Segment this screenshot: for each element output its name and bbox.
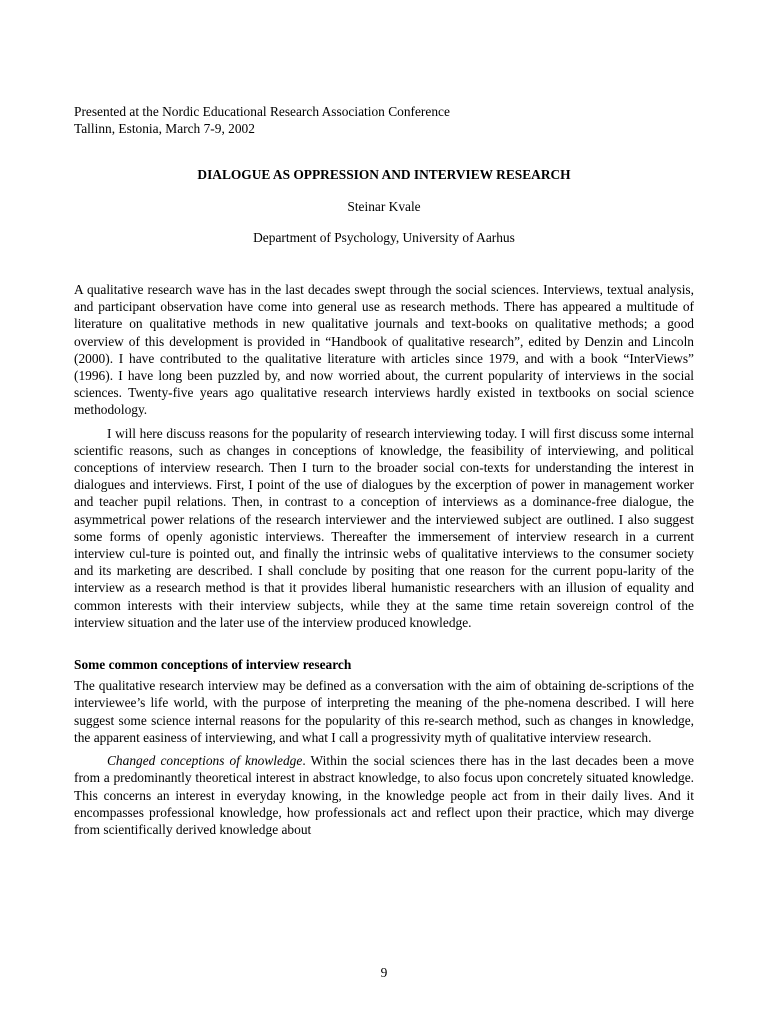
- document-page: [74, 103, 694, 838]
- body-paragraph-2: I will here discuss reasons for the popularity of research interviewing today. I will first discuss some internal scientific reasons, such as changes in conceptions of knowledge, the feasibility of interviewing, and political conceptions of interview research. Then I turn to the broader social con-texts for understanding the interest in dialogues and interviews. First, I point of the use of dialogues by the excerption of power in management worker and teacher pupil relations. Then, in contrast to a conception of interviews as a dominance-free dialogue, the asymmetrical power relations of the research interviewer and the interviewed subject are outlined. I also suggest some forms of openly agonistic interviews. Thereafter the immersement of interview research in a current interview cul-ture is pointed out, and finally the intrinsic webs of qualitative interviews to the consumer society and its marketing are described. I shall conclude by positing that one reason for the current popu-larity of the interview as a research method is that it provides liberal humanistic researchers with an illusion of equality and common interests with their interview subjects, while they at the same time retain sovereign control of the interview situation and the later use of the interview produced knowledge.: [74, 425, 694, 630]
- section-heading: Some common conceptions of interview research: [74, 657, 352, 673]
- document-title: DIALOGUE AS OPPRESSION AND INTERVIEW RESEARCH: [197, 167, 571, 183]
- body-paragraph-3: The qualitative research interview may be defined as a conversation with the aim of obtaining de-scriptions of the interviewee’s life world, with the purpose of interpreting the meaning of the phe-nomena described. I will here suggest some science internal reasons for the popularity of this re-search method, such as changes in knowledge, the apparent easiness of interviewing, and what I call a progressivity myth of qualitative interview research.: [74, 678, 694, 745]
- page-number: 9: [380, 965, 388, 980]
- body-paragraph-1: A qualitative research wave has in the last decades swept through the social sciences. Interviews, textual analysis, and participant observation have come into general use as research methods. There has appeared a multitude of literature on qualitative methods in new qualitative journals and text-books on qualitative methods; a good overview of this development is provided in “Handbook of qualitative research”, edited by Denzin and Lincoln (2000). I have contributed to the qualitative literature with articles since 1979, and with a book “InterViews” (1996). I have long been puzzled by, and now worried about, the current popularity of interviews in the social sciences. Twenty-five years ago qualitative research interviews hardly existed in textbooks on social science methodology.: [74, 282, 694, 418]
- location-line: Tallinn, Estonia, March 7-9, 2002: [74, 121, 255, 137]
- author-affiliation: Department of Psychology, University of Aarhus: [253, 229, 515, 245]
- author-name: Steinar Kvale: [347, 198, 421, 214]
- paragraph-4-text: . Within the social sciences there has in the last decades been a move from a predominantly theoretical interest in abstract knowledge, to also focus upon concretely situated knowledge. This concerns an interest in everyday knowing, in the knowledge people act from in their daily lives. And it encompasses professional knowledge, how professionals act and reflect upon their practice, which may diverge from scientifically derived knowledge about: [74, 753, 694, 837]
- paragraph-4-italic-lead: Changed conceptions of knowledge: [107, 753, 303, 769]
- conference-line: Presented at the Nordic Educational Research Association Conference: [74, 104, 450, 119]
- body-paragraph-4: [74, 752, 694, 838]
